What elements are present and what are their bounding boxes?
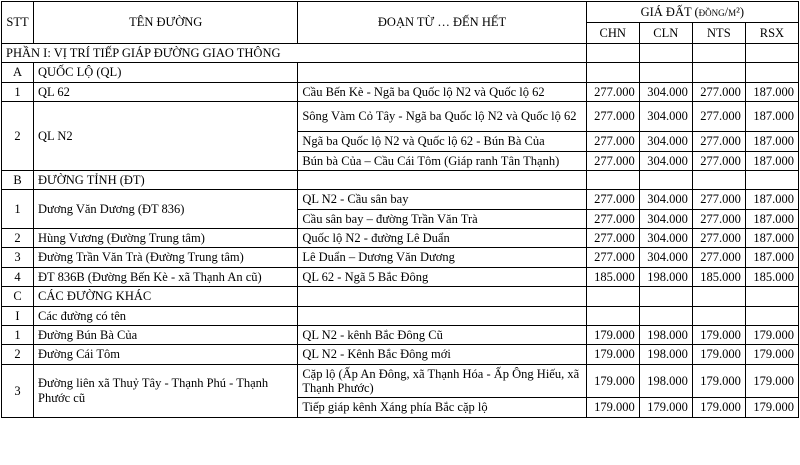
row-segment: Tiếp giáp kênh Xáng phía Bắc cặp lộ: [298, 398, 586, 417]
group-label: Các đường có tên: [34, 306, 298, 325]
price-rsx: 187.000: [745, 82, 798, 101]
price-chn: 277.000: [586, 248, 639, 267]
group-stt: I: [2, 306, 34, 325]
price-nts: 277.000: [692, 190, 745, 209]
price-rsx: 187.000: [745, 209, 798, 228]
price-rsx: 179.000: [745, 325, 798, 344]
price-cln: 304.000: [639, 132, 692, 151]
empty-price-cell: [586, 63, 639, 82]
empty-price-cell: [745, 44, 798, 63]
price-nts: 277.000: [692, 229, 745, 248]
empty-price-cell: [745, 170, 798, 189]
empty-price-cell: [586, 306, 639, 325]
empty-segment-cell: [298, 170, 586, 189]
price-nts: 179.000: [692, 345, 745, 364]
price-nts: 179.000: [692, 364, 745, 398]
price-chn: 277.000: [586, 102, 639, 132]
row-segment: QL N2 - Kênh Bắc Đông mới: [298, 345, 586, 364]
empty-segment-cell: [298, 306, 586, 325]
empty-price-cell: [639, 170, 692, 189]
price-chn: 179.000: [586, 364, 639, 398]
price-chn: 277.000: [586, 132, 639, 151]
row-stt: 2: [2, 345, 34, 364]
price-chn: 277.000: [586, 190, 639, 209]
row-road-name: Hùng Vương (Đường Trung tâm): [34, 229, 298, 248]
row-segment: Quốc lộ N2 - đường Lê Duẩn: [298, 229, 586, 248]
row-road-name: Đường liên xã Thuỷ Tây - Thạnh Phú - Thạnh Phước cũ: [34, 364, 298, 417]
price-chn: 185.000: [586, 267, 639, 286]
row-segment: QL 62 - Ngã 5 Bắc Đông: [298, 267, 586, 286]
price-cln: 179.000: [639, 398, 692, 417]
table-row: [2, 190, 799, 209]
table-row: [2, 229, 799, 248]
price-chn: 179.000: [586, 345, 639, 364]
empty-segment-cell: [298, 287, 586, 306]
row-road-name: QL 62: [34, 82, 298, 101]
empty-price-cell: [692, 44, 745, 63]
row-stt: 2: [2, 229, 34, 248]
price-nts: 277.000: [692, 82, 745, 101]
price-nts: 179.000: [692, 325, 745, 344]
land-price-table: [1, 1, 799, 418]
row-segment: Ngã ba Quốc lộ N2 và Quốc lộ 62 - Bún Bà Của: [298, 132, 586, 151]
price-chn: 179.000: [586, 398, 639, 417]
row-road-name: Dương Văn Dương (ĐT 836): [34, 190, 298, 229]
empty-price-cell: [745, 63, 798, 82]
empty-price-cell: [692, 287, 745, 306]
price-nts: 277.000: [692, 132, 745, 151]
column-header-rsx: RSX: [745, 23, 798, 44]
group-label: CÁC ĐƯỜNG KHÁC: [34, 287, 298, 306]
price-rsx: 187.000: [745, 102, 798, 132]
price-cln: 304.000: [639, 229, 692, 248]
row-segment: Bún bà Của – Cầu Cái Tôm (Giáp ranh Tân Thạnh): [298, 151, 586, 170]
table-row: [2, 248, 799, 267]
price-cln: 304.000: [639, 248, 692, 267]
row-road-name: Đường Trần Văn Trà (Đường Trung tâm): [34, 248, 298, 267]
empty-price-cell: [586, 287, 639, 306]
price-rsx: 187.000: [745, 190, 798, 209]
price-rsx: 179.000: [745, 364, 798, 398]
group-row: [2, 170, 799, 189]
price-chn: 179.000: [586, 325, 639, 344]
price-cln: 198.000: [639, 267, 692, 286]
price-cln: 304.000: [639, 102, 692, 132]
row-segment: Cầu Bến Kè - Ngã ba Quốc lộ N2 và Quốc lộ 62: [298, 82, 586, 101]
land-price-table-sheet: [0, 1, 800, 465]
price-nts: 277.000: [692, 209, 745, 228]
table-row: [2, 267, 799, 286]
empty-price-cell: [639, 44, 692, 63]
group-stt: C: [2, 287, 34, 306]
empty-price-cell: [586, 170, 639, 189]
column-header-name: TÊN ĐƯỜNG: [34, 2, 298, 44]
empty-price-cell: [745, 306, 798, 325]
row-stt: 3: [2, 248, 34, 267]
group-stt: B: [2, 170, 34, 189]
empty-price-cell: [586, 44, 639, 63]
row-road-name: Đường Bún Bà Của: [34, 325, 298, 344]
column-header-stt: STT: [2, 2, 34, 44]
section-label: PHẦN I: VỊ TRÍ TIẾP GIÁP ĐƯỜNG GIAO THÔNG: [2, 44, 587, 63]
table-row: [2, 82, 799, 101]
price-cln: 304.000: [639, 151, 692, 170]
price-nts: 277.000: [692, 102, 745, 132]
price-nts: 277.000: [692, 248, 745, 267]
table-row: [2, 364, 799, 398]
row-segment: Cầu sân bay – đường Trần Văn Trà: [298, 209, 586, 228]
row-segment: QL N2 - Cầu sân bay: [298, 190, 586, 209]
empty-price-cell: [639, 63, 692, 82]
price-cln: 198.000: [639, 325, 692, 344]
row-segment: QL N2 - kênh Bắc Đông Cũ: [298, 325, 586, 344]
price-chn: 277.000: [586, 229, 639, 248]
price-rsx: 187.000: [745, 151, 798, 170]
row-stt: 2: [2, 102, 34, 171]
row-segment: Sông Vàm Cỏ Tây - Ngã ba Quốc lộ N2 và Quốc lộ 62: [298, 102, 586, 132]
group-row: [2, 306, 799, 325]
table-header: [2, 2, 799, 44]
row-stt: 1: [2, 190, 34, 229]
empty-price-cell: [692, 170, 745, 189]
price-rsx: 185.000: [745, 267, 798, 286]
table-row: [2, 102, 799, 132]
group-stt: A: [2, 63, 34, 82]
price-rsx: 187.000: [745, 229, 798, 248]
column-header-segment: ĐOẠN TỪ … ĐẾN HẾT: [298, 2, 586, 44]
column-header-price-group: GIÁ ĐẤT (đồng/m²): [586, 2, 798, 23]
empty-price-cell: [639, 287, 692, 306]
price-cln: 304.000: [639, 209, 692, 228]
empty-price-cell: [692, 306, 745, 325]
table-row: [2, 345, 799, 364]
table-row: [2, 325, 799, 344]
price-cln: 304.000: [639, 82, 692, 101]
price-cln: 304.000: [639, 190, 692, 209]
row-segment: Cặp lộ (Ấp An Đông, xã Thạnh Hóa - Ấp Ông Hiếu, xã Thạnh Phước): [298, 364, 586, 398]
price-rsx: 187.000: [745, 132, 798, 151]
price-chn: 277.000: [586, 82, 639, 101]
group-label: QUỐC LỘ (QL): [34, 63, 298, 82]
price-cln: 198.000: [639, 345, 692, 364]
price-rsx: 179.000: [745, 398, 798, 417]
row-stt: 1: [2, 325, 34, 344]
table-body: [2, 44, 799, 418]
empty-segment-cell: [298, 63, 586, 82]
section-row: [2, 44, 799, 63]
empty-price-cell: [692, 63, 745, 82]
row-stt: 4: [2, 267, 34, 286]
column-header-cln: CLN: [639, 23, 692, 44]
price-nts: 185.000: [692, 267, 745, 286]
price-chn: 277.000: [586, 209, 639, 228]
price-chn: 277.000: [586, 151, 639, 170]
row-road-name: ĐT 836B (Đường Bến Kè - xã Thạnh An cũ): [34, 267, 298, 286]
group-row: [2, 63, 799, 82]
row-road-name: Đường Cái Tôm: [34, 345, 298, 364]
price-nts: 179.000: [692, 398, 745, 417]
price-nts: 277.000: [692, 151, 745, 170]
group-row: [2, 287, 799, 306]
price-rsx: 179.000: [745, 345, 798, 364]
column-header-chn: CHN: [586, 23, 639, 44]
group-label: ĐƯỜNG TỈNH (ĐT): [34, 170, 298, 189]
header-row-1: [2, 2, 799, 23]
row-stt: 1: [2, 82, 34, 101]
row-stt: 3: [2, 364, 34, 417]
row-road-name: QL N2: [34, 102, 298, 171]
price-rsx: 187.000: [745, 248, 798, 267]
empty-price-cell: [745, 287, 798, 306]
row-segment: Lê Duẩn – Dương Văn Dương: [298, 248, 586, 267]
column-header-nts: NTS: [692, 23, 745, 44]
empty-price-cell: [639, 306, 692, 325]
price-cln: 198.000: [639, 364, 692, 398]
